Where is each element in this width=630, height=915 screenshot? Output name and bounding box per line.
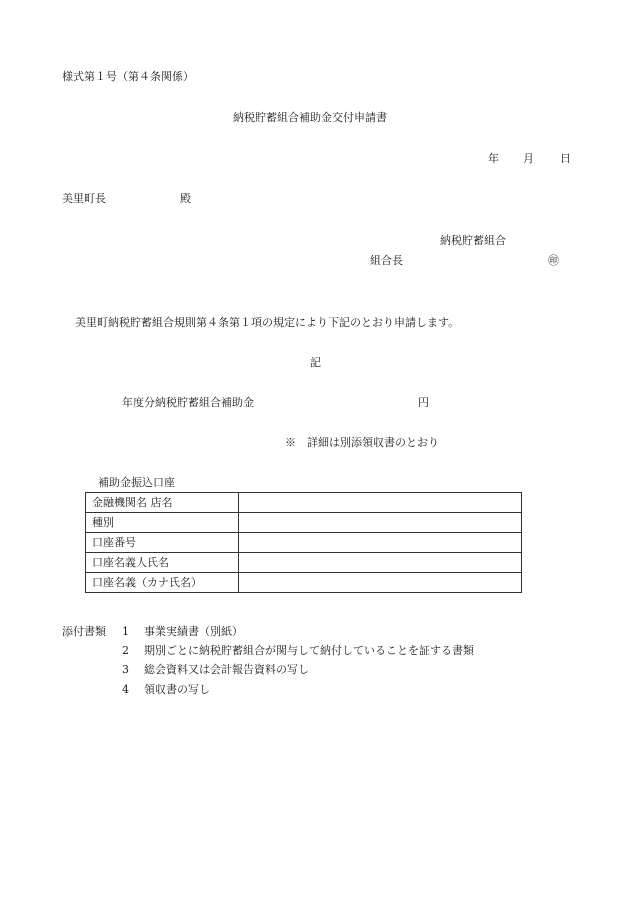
- account-row-value[interactable]: [239, 553, 522, 573]
- attachment-number: 3: [122, 663, 129, 676]
- account-table: [85, 492, 522, 593]
- account-row-label: 種別: [86, 513, 239, 533]
- subsidy-label: 年度分納税貯蓄組合補助金: [122, 396, 254, 409]
- applicant-association: 納税貯蓄組合: [440, 234, 506, 247]
- date-month: 月: [523, 152, 534, 165]
- account-row-label: 金融機関名 店名: [86, 493, 239, 513]
- subsidy-unit: 円: [418, 396, 429, 409]
- attachment-item: [122, 663, 309, 677]
- date-day: 日: [560, 152, 571, 165]
- account-row-value[interactable]: [239, 533, 522, 553]
- account-row-value[interactable]: [239, 513, 522, 533]
- attachment-text: 総会資料又は会計報告資料の写し: [144, 663, 309, 676]
- account-row-label: 口座名義（カナ氏名）: [86, 573, 239, 593]
- attachment-item: [122, 625, 243, 639]
- ki-heading: 記: [310, 356, 321, 369]
- addressee-name: 美里町長: [62, 192, 106, 205]
- seal-mark: ㊞: [548, 254, 559, 267]
- form-number: 様式第１号（第４条関係）: [62, 70, 194, 83]
- account-heading: 補助金振込口座: [98, 476, 175, 489]
- attachment-number: 2: [122, 644, 129, 657]
- attachment-number: 4: [122, 683, 129, 696]
- addressee-honorific: 殿: [180, 192, 191, 205]
- document-title: 納税貯蓄組合補助金交付申請書: [233, 111, 387, 124]
- attachment-item: [122, 644, 474, 658]
- attachments-heading: 添付書類: [62, 625, 106, 638]
- body-text: 美里町納税貯蓄組合規則第４条第１項の規定により下記のとおり申請します。: [75, 316, 460, 329]
- account-row-label: 口座名義人氏名: [86, 553, 239, 573]
- table-row: [86, 493, 522, 513]
- attachment-number: 1: [122, 625, 129, 638]
- account-row-value[interactable]: [239, 573, 522, 593]
- table-row: [86, 573, 522, 593]
- table-row: [86, 513, 522, 533]
- detail-note: ※ 詳細は別添領収書のとおり: [285, 436, 439, 449]
- table-row: [86, 553, 522, 573]
- attachment-text: 領収書の写し: [144, 683, 210, 696]
- attachment-text: 期別ごとに納税貯蓄組合が関与して納付していることを証する書類: [144, 644, 474, 657]
- date-year: 年: [488, 152, 499, 165]
- account-row-label: 口座番号: [86, 533, 239, 553]
- attachment-text: 事業実績書（別紙）: [144, 625, 243, 638]
- attachment-item: [122, 683, 210, 697]
- applicant-role: 組合長: [370, 254, 403, 267]
- account-row-value[interactable]: [239, 493, 522, 513]
- table-row: [86, 533, 522, 553]
